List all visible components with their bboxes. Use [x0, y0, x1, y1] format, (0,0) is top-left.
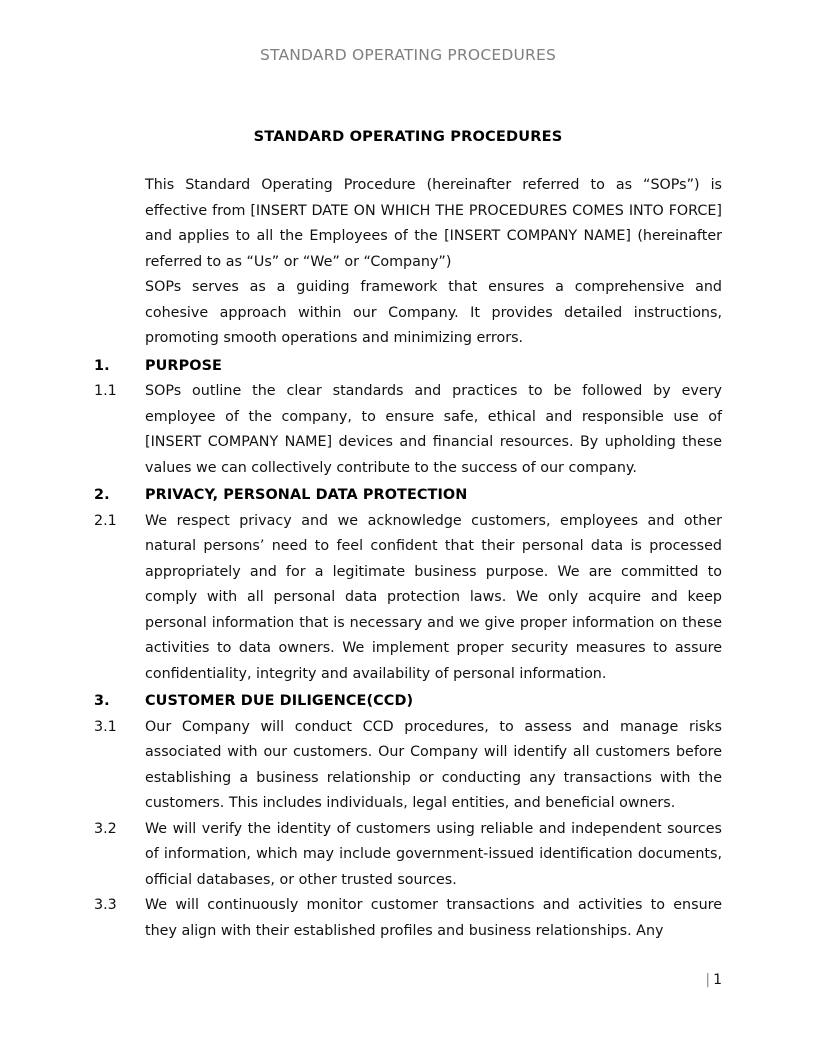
- clause-number: 3.3: [94, 897, 117, 913]
- section-title: PRIVACY, PERSONAL DATA PROTECTION: [145, 487, 468, 503]
- page-title: STANDARD OPERATING PROCEDURES: [253, 128, 563, 145]
- clause-text: We will verify the identity of customers using reliable and independent sources of information, which may include government-issued identification documents, official databases, or other trusted sources.: [145, 820, 722, 888]
- section-heading: [94, 354, 722, 380]
- intro-paragraph-1: This Standard Operating Procedure (hereinafter referred to as “SOPs”) is effective from [INSERT DATE ON WHICH THE PROCEDURES COMES INTO FORCE] and applies to all the Employees of the [INSERT COMPANY NAME] (hereinafter referred to as “Us” or “We” or “Company”): [145, 177, 722, 270]
- document-body: [94, 126, 722, 944]
- section-number: 2.: [94, 487, 110, 503]
- clause-text: We will continuously monitor customer transactions and activities to ensure they align with their established profiles and business relationships. Any: [145, 897, 722, 939]
- clause-text: Our Company will conduct CCD procedures, to assess and manage risks associated with our customers. Our Company will identify all customers before establishing a business relationship or conducting any transactions with the customers. This includes individuals, legal entities, and beneficial owners.: [145, 718, 722, 811]
- page-number: 1: [713, 972, 722, 988]
- intro-paragraph-2: SOPs serves as a guiding framework that ensures a comprehensive and cohesive approach within our Company. It provides detailed instructions, promoting smooth operations and minimizing errors.: [145, 279, 722, 346]
- section-title: CUSTOMER DUE DILIGENCE(CCD): [145, 693, 414, 709]
- section-number: 1.: [94, 357, 110, 374]
- running-header: STANDARD OPERATING PROCEDURES: [259, 46, 557, 64]
- clause-number: 3.2: [94, 820, 117, 837]
- clause-row: [94, 817, 722, 894]
- section-heading: [94, 689, 722, 715]
- page-footer: [94, 970, 722, 990]
- clause-text: We respect privacy and we acknowledge customers, employees and other natural persons’ need to feel confident that their personal data is processed appropriately and for a legitimate business purpose. We are committed to comply with all personal data protection laws. We only acquire and keep personal information that is necessary and we give proper information on these activities to data owners. We implement proper security measures to assure confidentiality, integrity and availability of personal information.: [145, 512, 722, 682]
- clause-number: 2.1: [94, 512, 117, 529]
- section-heading: [94, 483, 722, 509]
- clause-row: [94, 379, 722, 481]
- section-number: 3.: [94, 693, 110, 709]
- clause-number: 3.1: [94, 718, 117, 735]
- clause-text: SOPs outline the clear standards and practices to be followed by every employee of the company, to ensure safe, ethical and responsible use of [INSERT COMPANY NAME] devices and financial resources. By upholding these values we can collectively contribute to the success of our company.: [145, 383, 722, 476]
- clause-number: 1.1: [94, 383, 117, 399]
- clause-row: [94, 715, 722, 817]
- footer-separator: |: [705, 972, 711, 988]
- clause-row: [94, 509, 722, 688]
- clause-row: [94, 893, 722, 944]
- section-title: PURPOSE: [145, 357, 222, 374]
